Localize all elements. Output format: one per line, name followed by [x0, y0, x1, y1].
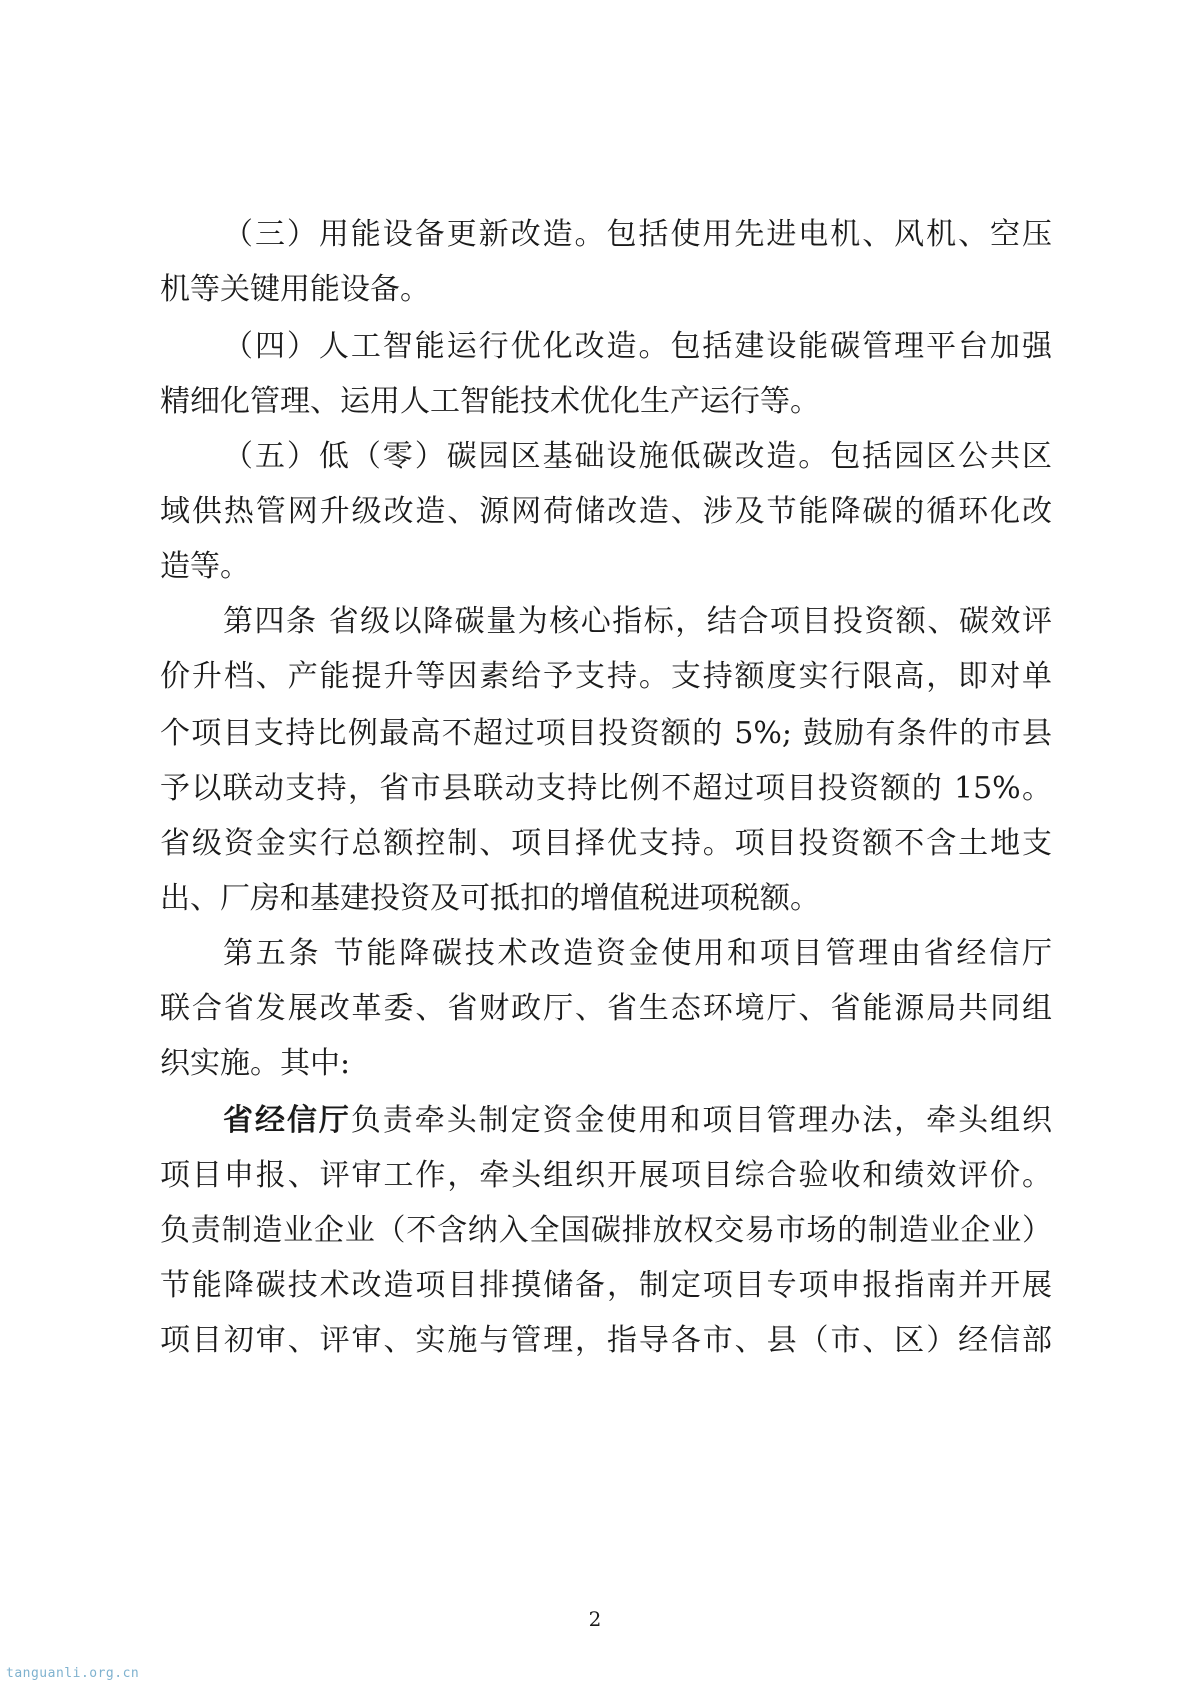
paragraph-line: 织实施。其中: [160, 1046, 351, 1081]
paragraph-line: 个项目支持比例最高不超过项目投资额的 5%; 鼓励有条件的市县 [160, 716, 1052, 751]
paragraph-line: 域供热管网升级改造、源网荷储改造、涉及节能降碳的循环化改 [160, 494, 1052, 529]
article-five-line: 第五条 节能降碳技术改造资金使用和项目管理由省经信厅 [223, 936, 1052, 971]
paragraph-line: 出、厂房和基建投资及可抵扣的增值税进项税额。 [160, 881, 820, 916]
paragraph-line: 予以联动支持，省市县联动支持比例不超过项目投资额的 15%。 [160, 771, 1052, 806]
paragraph-line: 省级资金实行总额控制、项目择优支持。项目投资额不含土地支 [160, 826, 1052, 861]
paragraph-line: 精细化管理、运用人工智能技术优化生产运行等。 [160, 384, 820, 419]
paragraph-line: （五）低（零）碳园区基础设施低碳改造。包括园区公共区 [223, 439, 1052, 474]
paragraph-line: 造等。 [160, 549, 250, 584]
article-four-line: 第四条 省级以降碳量为核心指标，结合项目投资额、碳效评 [223, 604, 1052, 639]
paragraph-line-bold-lead [223, 1101, 1052, 1141]
paragraph-line: 机等关键用能设备。 [160, 272, 430, 307]
paragraph-text: 负责牵头制定资金使用和项目管理办法，牵头组织 [350, 1103, 1053, 1138]
bold-lead-text: 省经信厅 [223, 1103, 351, 1138]
watermark-text: tanguanli.org.cn [6, 1666, 140, 1681]
paragraph-line: 项目申报、评审工作，牵头组织开展项目综合验收和绩效评价。 [160, 1158, 1052, 1193]
page-number: 2 [588, 1607, 602, 1631]
paragraph-line: 项目初审、评审、实施与管理，指导各市、县（市、区）经信部 [160, 1323, 1052, 1358]
paragraph-line: （四）人工智能运行优化改造。包括建设能碳管理平台加强 [223, 329, 1052, 364]
paragraph-line: 价升档、产能提升等因素给予支持。支持额度实行限高，即对单 [160, 659, 1052, 694]
paragraph-line: 联合省发展改革委、省财政厅、省生态环境厅、省能源局共同组 [160, 991, 1052, 1026]
paragraph-line: 节能降碳技术改造项目排摸储备，制定项目专项申报指南并开展 [160, 1268, 1052, 1303]
paragraph-line: （三）用能设备更新改造。包括使用先进电机、风机、空压 [223, 217, 1052, 252]
paragraph-line: 负责制造业企业（不含纳入全国碳排放权交易市场的制造业企业） [160, 1213, 1052, 1248]
